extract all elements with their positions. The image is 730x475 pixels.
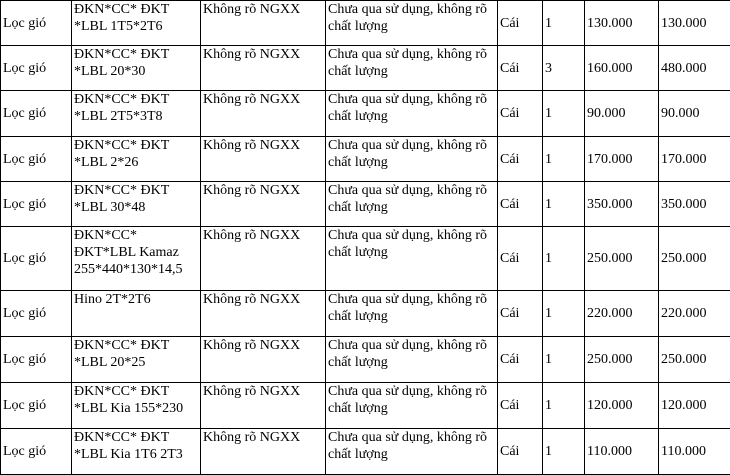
item-unit-cell: Cái: [498, 429, 543, 475]
item-total-cell: 480.000: [659, 46, 730, 91]
item-quality-cell: Chưa qua sử dụng, không rõ chất lượng: [326, 91, 498, 137]
item-quality-cell: Chưa qua sử dụng, không rõ chất lượng: [326, 337, 498, 383]
item-origin-cell: Không rõ NGXX: [201, 429, 326, 475]
item-spec-cell: ĐKN*CC* ĐKT *LBL 2*26: [72, 137, 201, 182]
item-origin-cell: Không rõ NGXX: [201, 46, 326, 91]
item-price-cell: 350.000: [585, 182, 659, 227]
item-total-cell: 110.000: [659, 429, 730, 475]
item-name-cell: Lọc gió: [1, 291, 72, 337]
item-price-cell: 250.000: [585, 337, 659, 383]
item-name-cell: Lọc gió: [1, 1, 72, 46]
item-name-cell: Lọc gió: [1, 383, 72, 429]
item-origin-cell: Không rõ NGXX: [201, 291, 326, 337]
item-total-cell: 220.000: [659, 291, 730, 337]
item-price-cell: 250.000: [585, 227, 659, 291]
table-row: [1, 383, 730, 429]
item-price-cell: 170.000: [585, 137, 659, 182]
item-name-cell: Lọc gió: [1, 137, 72, 182]
item-origin-cell: Không rõ NGXX: [201, 227, 326, 291]
item-quality-cell: Chưa qua sử dụng, không rõ chất lượng: [326, 182, 498, 227]
item-quality-cell: Chưa qua sử dụng, không rõ chất lượng: [326, 429, 498, 475]
item-qty-cell: 3: [543, 46, 585, 91]
item-qty-cell: 1: [543, 337, 585, 383]
item-qty-cell: 1: [543, 182, 585, 227]
item-unit-cell: Cái: [498, 291, 543, 337]
item-total-cell: 130.000: [659, 1, 730, 46]
item-spec-cell: ĐKN*CC* ĐKT *LBL 20*30: [72, 46, 201, 91]
item-origin-cell: Không rõ NGXX: [201, 383, 326, 429]
item-name-cell: Lọc gió: [1, 227, 72, 291]
item-unit-cell: Cái: [498, 383, 543, 429]
item-quality-cell: Chưa qua sử dụng, không rõ chất lượng: [326, 46, 498, 91]
item-total-cell: 250.000: [659, 337, 730, 383]
item-price-cell: 130.000: [585, 1, 659, 46]
item-price-cell: 120.000: [585, 383, 659, 429]
item-quality-cell: Chưa qua sử dụng, không rõ chất lượng: [326, 227, 498, 291]
item-spec-cell: ĐKN*CC* ĐKT*LBL Kamaz 255*440*130*14,5: [72, 227, 201, 291]
item-unit-cell: Cái: [498, 182, 543, 227]
item-unit-cell: Cái: [498, 227, 543, 291]
table-body: [1, 1, 730, 475]
table-row: [1, 291, 730, 337]
item-spec-cell: ĐKN*CC* ĐKT *LBL 20*25: [72, 337, 201, 383]
item-spec-cell: ĐKN*CC* ĐKT *LBL 30*48: [72, 182, 201, 227]
item-qty-cell: 1: [543, 429, 585, 475]
item-origin-cell: Không rõ NGXX: [201, 1, 326, 46]
item-origin-cell: Không rõ NGXX: [201, 137, 326, 182]
table-row: [1, 46, 730, 91]
item-price-cell: 220.000: [585, 291, 659, 337]
table-row: [1, 429, 730, 475]
item-spec-cell: ĐKN*CC* ĐKT *LBL 2T5*3T8: [72, 91, 201, 137]
item-origin-cell: Không rõ NGXX: [201, 337, 326, 383]
item-quality-cell: Chưa qua sử dụng, không rõ chất lượng: [326, 137, 498, 182]
item-unit-cell: Cái: [498, 46, 543, 91]
item-unit-cell: Cái: [498, 1, 543, 46]
table-row: [1, 137, 730, 182]
item-spec-cell: Hino 2T*2T6: [72, 291, 201, 337]
item-spec-cell: ĐKN*CC* ĐKT *LBL Kia 155*230: [72, 383, 201, 429]
item-qty-cell: 1: [543, 1, 585, 46]
item-origin-cell: Không rõ NGXX: [201, 182, 326, 227]
table-row: [1, 337, 730, 383]
item-origin-cell: Không rõ NGXX: [201, 91, 326, 137]
table-row: [1, 182, 730, 227]
item-total-cell: 170.000: [659, 137, 730, 182]
item-spec-cell: ĐKN*CC* ĐKT *LBL 1T5*2T6: [72, 1, 201, 46]
item-name-cell: Lọc gió: [1, 46, 72, 91]
item-name-cell: Lọc gió: [1, 337, 72, 383]
item-total-cell: 250.000: [659, 227, 730, 291]
item-unit-cell: Cái: [498, 337, 543, 383]
item-price-cell: 160.000: [585, 46, 659, 91]
item-name-cell: Lọc gió: [1, 182, 72, 227]
item-unit-cell: Cái: [498, 137, 543, 182]
item-price-cell: 90.000: [585, 91, 659, 137]
item-qty-cell: 1: [543, 91, 585, 137]
item-price-cell: 110.000: [585, 429, 659, 475]
item-name-cell: Lọc gió: [1, 429, 72, 475]
item-qty-cell: 1: [543, 137, 585, 182]
item-spec-cell: ĐKN*CC* ĐKT *LBL Kia 1T6 2T3: [72, 429, 201, 475]
item-qty-cell: 1: [543, 227, 585, 291]
item-quality-cell: Chưa qua sử dụng, không rõ chất lượng: [326, 1, 498, 46]
item-total-cell: 90.000: [659, 91, 730, 137]
table-row: [1, 227, 730, 291]
table-row: [1, 1, 730, 46]
item-quality-cell: Chưa qua sử dụng, không rõ chất lượng: [326, 291, 498, 337]
item-quality-cell: Chưa qua sử dụng, không rõ chất lượng: [326, 383, 498, 429]
item-total-cell: 350.000: [659, 182, 730, 227]
table-row: [1, 91, 730, 137]
item-qty-cell: 1: [543, 383, 585, 429]
item-total-cell: 120.000: [659, 383, 730, 429]
item-qty-cell: 1: [543, 291, 585, 337]
item-name-cell: Lọc gió: [1, 91, 72, 137]
item-unit-cell: Cái: [498, 91, 543, 137]
